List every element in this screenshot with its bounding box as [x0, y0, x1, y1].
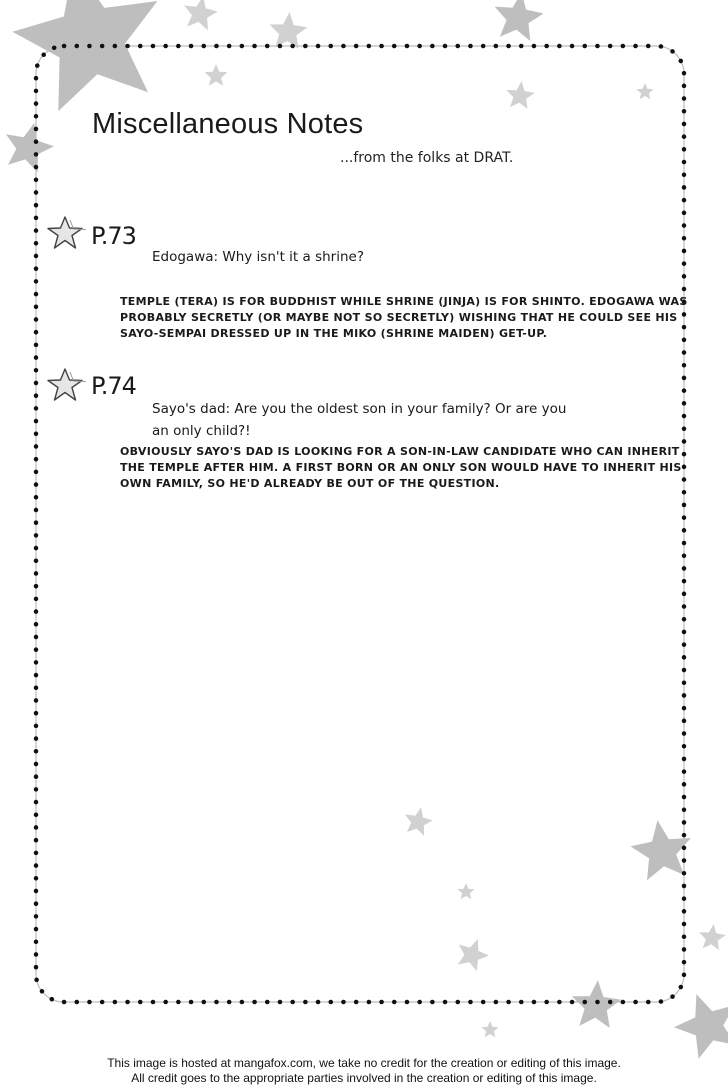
note-quote: Edogawa: Why isn't it a shrine? — [152, 249, 364, 265]
note-explanation — [120, 294, 690, 342]
note-page-ref: P.74 — [91, 372, 136, 400]
explanation-line: TEMPLE (TERA) IS FOR BUDDHIST WHILE SHRINE (JINJA) IS FOR SHINTO. EDOGAWA WAS — [120, 295, 688, 308]
note-page-ref: P.73 — [91, 222, 136, 250]
page-title: Miscellaneous Notes — [92, 108, 364, 140]
explanation-line: OBVIOUSLY SAYO'S DAD IS LOOKING FOR A SON-IN-LAW CANDIDATE WHO CAN INHERIT — [120, 445, 680, 458]
note-quote — [152, 398, 566, 442]
footer-credit-line: This image is hosted at mangafox.com, we take no credit for the creation or editing of this image. — [107, 1056, 621, 1070]
quote-line: an only child?! — [152, 423, 251, 439]
star-icon — [46, 214, 88, 252]
quote-line: Sayo's dad: Are you the oldest son in your family? Or are you — [152, 401, 567, 417]
explanation-line: OWN FAMILY, SO HE'D ALREADY BE OUT OF THE QUESTION. — [120, 477, 500, 490]
page-subtitle: ...from the folks at DRAT. — [340, 150, 514, 166]
note-explanation — [120, 444, 690, 492]
star-icon — [46, 366, 88, 404]
explanation-line: THE TEMPLE AFTER HIM. A FIRST BORN OR AN ONLY SON WOULD HAVE TO INHERIT HIS — [120, 461, 682, 474]
footer-credit-line: All credit goes to the appropriate parties involved in the creation or editing of this image. — [131, 1071, 597, 1085]
explanation-line: SAYO-SEMPAI DRESSED UP IN THE MIKO (SHRINE MAIDEN) GET-UP. — [120, 327, 548, 340]
explanation-line: PROBABLY SECRETLY (OR MAYBE NOT SO SECRETLY) WISHING THAT HE COULD SEE HIS — [120, 311, 678, 324]
